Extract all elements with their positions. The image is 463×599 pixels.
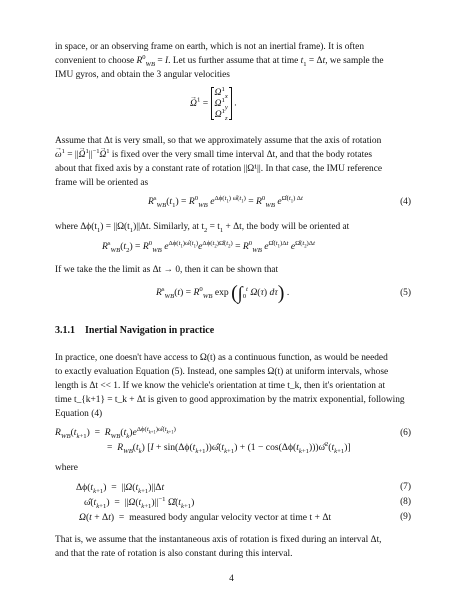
paragraph-line: IMU gyros, and obtain the 3 angular velocities [55,70,230,80]
paragraph-line: frame will be oriented as [55,178,149,188]
equation-7: $\Delta\phi(t_{k+1}) = ||\Omega(t_{k+1})||\Delta t$ [76,482,165,495]
equation-number: (5) [400,288,411,298]
paragraph-line: and that the rate of rotation is also constant during this interval. [55,549,293,559]
text-run: = t [207,222,220,232]
text-run: convenient to choose [55,56,137,66]
paragraph-line: convenient to choose $R^0_{WB} = I$. Let us further assume that at time $t_1 = \Delta t$, we sample the [55,53,384,68]
text-run: ) = ||Ω(t [100,222,130,232]
paragraph-line: That is, we assume that the instantaneous axis of rotation is fixed during an interval Δt, [55,535,382,545]
text-run: , we sample the [325,56,384,66]
equation-8: $\omegâ(t_{k+1}) = ||\Omega(t_{k+1})||^{-1}$ $\Omegâ(t_{k+1})$ [84,495,195,510]
text-run: + Δt, the body will be oriented at [223,222,350,232]
page-number: 4 [229,574,234,584]
text-run: )||Δt. Similarly, at t [133,222,204,232]
equation-9-text: measured body angular velocity vector at time t + Δt [129,512,332,523]
equation-5: $R^s_{WB}(t) = R^0_{WB}$ $\exp (\int_0^t$ Ω(τ) dτ) . [156,282,290,304]
equation-6-row-1: $R_{WB}(t_{k+1}) = R_{WB}(t_k)e^{\Delta\phi(t_{k+1})\omegâ(t_{k+1})}$ [55,425,176,440]
equation-omega-vector: → $\Omega^1$ = $\Omega^1_x$ $\Omega^1_y$ $\Omega^1_z$ . [190,87,237,120]
equation-number: (7) [400,482,411,492]
equation-6-row-2: = $R_{WB}(t_k) [I$ + $\sin(\Delta\phi(t_{k+1}))\omegâ(t_{k+1}) + (1$ − $\cos(\Delta\phi(t_{k+1})))\omegâ^2(t_{k+1})$] [107,440,351,455]
section-heading [55,325,214,336]
equation-9: Ω(t + Δt) = measured body angular velocity vector at time t + Δt [79,512,332,523]
column-vector: $\Omega^1_x$ $\Omega^1_y$ $\Omega^1_z$ [211,87,232,120]
equation-number: (9) [400,512,411,522]
paragraph-line: time t_{k+1} = t_k + Δt is given to good approximation by the matrix exponential, following [55,395,405,405]
paragraph-line: about that fixed axis by a constant rate of rotation ||Ω¹||. In that case, the IMU reference [55,164,383,174]
text-run: is fixed over the very small time interval Δt, and that the body rotates [109,150,373,160]
equation-4: $R^s_{WB}(t_1) = R^0_{WB}$ $e^{\Delta\phi(t_1) \omegâ(t_1)} = R^0_{WB}$ $e^{\Omegâ(t_1) \Delta t}$ [148,194,303,209]
paragraph-line: If we take the the limit as Δt → 0, then it can be shown that [55,265,279,275]
equation-number: (6) [400,428,411,438]
equation-number: (8) [400,497,411,507]
paragraph-line: to exactly evaluation Equation (5). Instead, one samples Ω(t) at uniform intervals, whose [55,367,389,377]
paragraph-line: → $\omega^1$ = ||→ $\Omega^1||^{-1}\to \Omega^1$ is fixed over the very small time interval Δt, and that the body rotates [55,149,372,162]
section-number: 3.1.1 [55,325,75,336]
paragraph-line: Equation (4) [55,409,103,419]
paragraph-line: length is Δt << 1. If we know the vehicle's orientation at time t_k, then it's orientation at [55,381,386,391]
paragraph-line: in space, or an observing frame on earth, which is not an inertial frame). It is often [55,42,365,52]
text-run: . Let us further assume that at time [168,56,301,66]
paragraph-line: Assume that Δt is very small, so that we approximately assume that the axis of rotation [55,136,382,146]
paragraph-line: where $\Delta\phi(t_1) = ||\Omega(t_1)||\Delta t$. Similarly, at $t_2 = t_1 + \Delta t$, the body will be oriented at [55,222,350,234]
section-title: Inertial Navigation in practice [85,325,215,336]
paragraph-line: where [55,463,78,473]
equation-t2: $R^s_{WB}(t_2) = R^0_{WB}$ $e^{\Delta\phi(t_1)\omegâ(t_1)}e^{\Delta\phi(t_2)\Omegâ(t_2)} = R^0_{WB}$ $e^{\Omegâ(t_1)\Delta t}$ $e^{\Omegâ(t_2)\Delta t}$ [102,239,315,254]
text-run: where Δϕ(t [55,222,97,232]
paragraph-line: In practice, one doesn't have access to Ω(t) as a continuous function, as would be needed [55,353,388,363]
equation-number: (4) [400,197,411,207]
